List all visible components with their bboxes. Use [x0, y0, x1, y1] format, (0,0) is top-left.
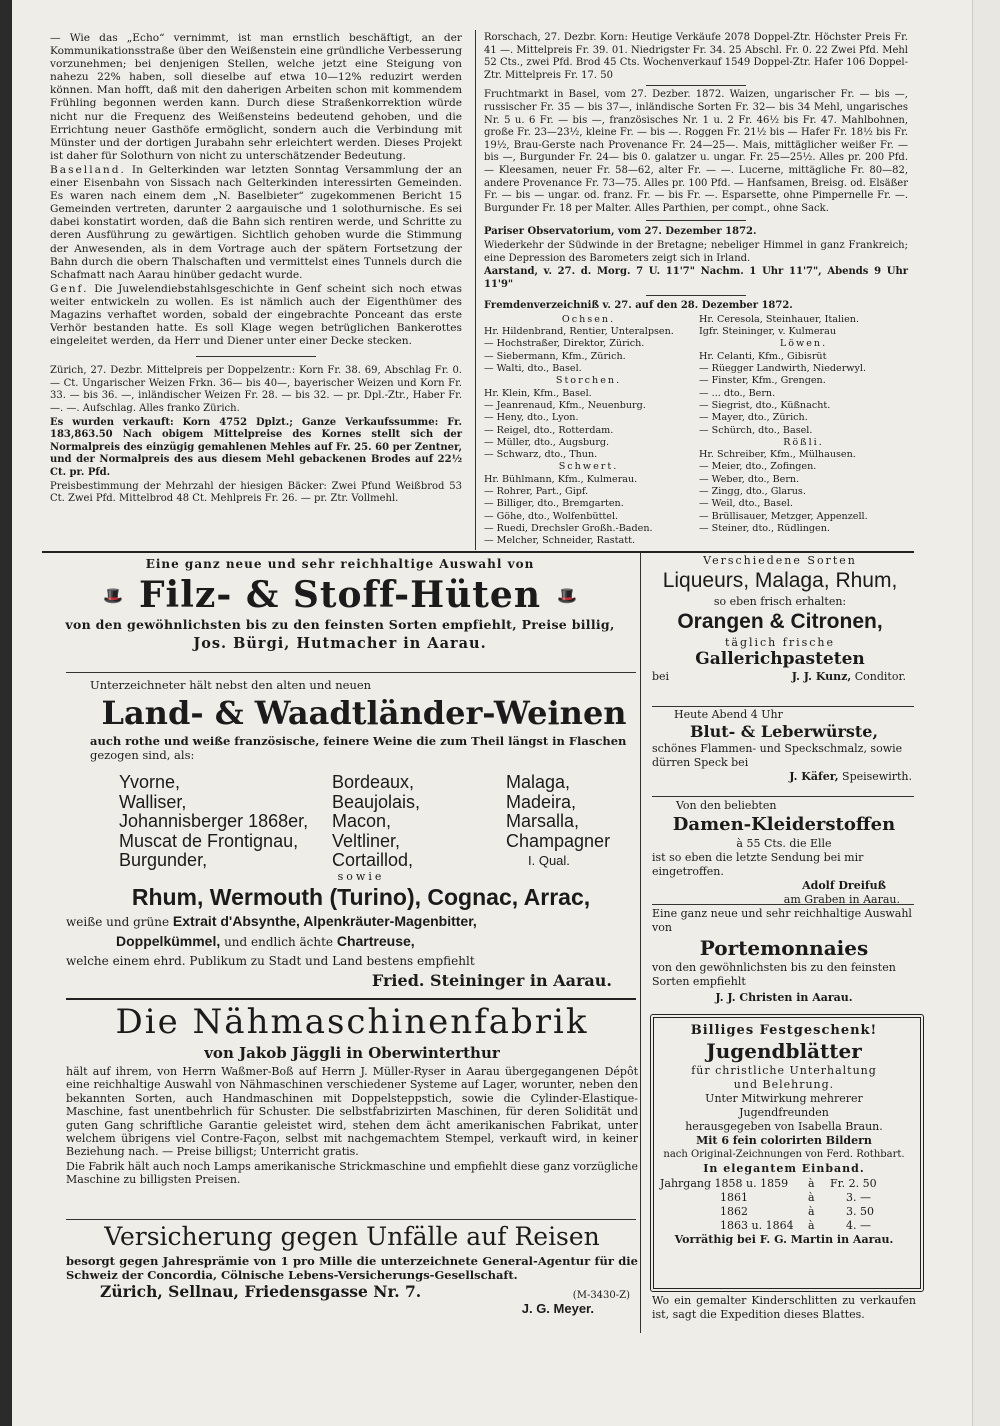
ad-wines-line5b: und endlich ächte [224, 935, 334, 949]
ad-liqueurs-sig-wrap [792, 670, 906, 683]
price-year: 1862 [720, 1205, 748, 1218]
ad-liqueurs-signature: J. J. Kunz, [791, 670, 852, 683]
guest-entry: — Hochstraßer, Direktor, Zürich. [484, 338, 645, 350]
guest-entry: — Siegrist, dto., Küßnacht. [699, 399, 831, 411]
article-genf-text: Die Juwelendiebstahlsgeschichte in Genf scheint sich noch etwas weiter entwickeln zu wollen. Es ist nämlich auch der Eigenthümer des Magazins verhaftet worden, sobald der eingebrachte Ponceant das erste Verhör bestanden hatte. Es soll Klage wegen betrüglichen Bankerottes eingeleitet werden, da Herr und Diener unter einer Decke stecken. [50, 282, 462, 348]
guest-entry: — ... dto., Bern. [699, 387, 776, 399]
ad-fabrics-line1: Von den beliebten [676, 799, 777, 812]
ad-fabrics-title: Damen-Kleiderstoffen [672, 814, 896, 835]
ad-sewing-text: hält auf ihrem, von Herrn Waßmer-Boß auf Herrn J. Müller-Ryser in Aarau übergegangenen Dépôt eine reichhaltige Auswahl von Nähmaschinen verschiedener Systeme auf Lager, worunter, neben den bekannten Sorten, auch Handmaschinen mit Doppelsteppstich, sowie die Cylinder-Elastique-Maschine, fast unentbehrlich für Schuster. Die selbstfabrizirten Maschinen, für deren Solidität und guten Gang schriftliche Garantie geleistet wird, stehen dem ächt amerikanischen Fabrikat, unter welchem übrigens viel Contre-Façon, selbst mit nachgemachtem Stempel, verkauft wird, in keiner Beziehung nach. — Preise billigst; Unterricht gratis. [66, 1065, 638, 1159]
ad-hats-title: Filz- & Stoff-Hüten [138, 574, 542, 616]
ad-youth-line2: für christliche Unterhaltung [691, 1064, 877, 1077]
ad-liqueurs-fruits: Orangen & Citronen, [677, 610, 883, 633]
wine-name: Veltliner, [332, 830, 401, 851]
ad-wines-signature: Fried. Steininger in Aarau. [371, 971, 612, 990]
guest-entry: — Schwarz, dto., Thun. [484, 449, 598, 461]
wine-name: Madeira, [506, 791, 577, 812]
ad-rule [66, 1219, 636, 1220]
guest-entry: — Reigel, dto., Rotterdam. [484, 424, 614, 436]
ad-liqueurs [644, 554, 916, 683]
article-baselland-text: In Gelterkinden war letzten Sonntag Versammlung der an einer Eisenbahn von Sissach nach Gelterkinden interessirten Gemeinden. Es waren nach einem dem „N. Baselbieter“ zugekommenen Bericht 15 Gemeinden vertreten, darunter 2 aargauische und 1 solothurnische. Es sei dabei konstatirt worden, daß die Bahn sich rentiren werde, und Schritte zu deren Ausführung zu gewärtigen. Sichtlich gehoben wurde die Stimmung der Anwesenden, als in dem Vortrage auch der spätern Fortsetzung der Bahn durch die obern Thalschaften und vermittelst eines Tunnels durch die Schafmatt nach Aarau hinüber gedacht wurde. [50, 163, 462, 281]
guest-entry: — Siebermann, Kfm., Zürich. [484, 350, 626, 362]
market-zuerich: Zürich, 27. Dezbr. Mittelpreis per Doppelzentr.: Korn Fr. 38. 69, Abschlag Fr. 0. — Ct. Ungarischer Weizen Frkn. 36— bis 40—, bayerischer Weizen und Korn Fr. 33. — bis 36. —, inländischer Weizen Fr. 28. — bis 32. — pr. Dpl.-Ztr., Haber Fr. —. —. Aufschlag. Alles franko Zürich. [50, 365, 462, 415]
ad-insurance [66, 1222, 638, 1316]
hotel-name: Ochsen. [561, 313, 616, 325]
wine-quality: I. Qual. [528, 853, 570, 868]
ad-youth-line7: nach Original-Zeichnungen von Ferd. Rothbart. [663, 1149, 905, 1160]
ad-insurance-text: besorgt gegen Jahresprämie von 1 pro Mille die unterzeichnete General-Agentur für die Schweiz der Concordia, Cölnische Lebens-Versicherungs-Gesellschaft. [66, 1254, 638, 1282]
ad-youth-line4: Unter Mitwirkung mehrerer Jugendfreunden [705, 1092, 863, 1119]
ad-sausages-time: Heute Abend 4 Uhr [674, 708, 783, 721]
ad-hats-title-row [48, 573, 632, 617]
price-row [660, 1191, 908, 1205]
ad-purses-line1: Eine ganz neue und sehr reichhaltige Auswahl von [652, 907, 912, 934]
article-weissenstein: — Wie das „Echo“ vernimmt, ist man ernstlich beschäftigt, an der Kommunikationsstraße über den Weißenstein eine gründliche Verbesserung vorzunehmen; bei denjenigen Stellen, welche jetzt eine Steigung von nahezu 22% haben, soll dieselbe auf etwa 10—12% reduzirt werden können. Man hofft, daß mit den daherigen Arbeiten schon mit kommendem Frühling begonnen werden kann. Durch diese Straßenkorrektion würde nicht nur die Frequenz des Weißensteins bedeutend gehoben, und die Errichtung neuer Gasthöfe ermöglicht, sondern auch die Verbindung mit Münster und der dortigen Jurabahn sehr erleichtert werden. Dieses Projekt ist daher für Solothurn von nicht zu unterschätzender Bedeutung. [50, 32, 462, 162]
guest-entry: — Zingg, dto., Glarus. [699, 486, 806, 498]
guest-section [699, 314, 908, 339]
ad-youth-magazine [660, 1024, 908, 1247]
ad-sausages-sig-wrap [652, 770, 916, 784]
wine-name: Marsalla, [506, 811, 580, 831]
ad-hats-signature: Jos. Bürgi, Hutmacher in Aarau. [193, 635, 487, 652]
separator-rule [646, 220, 746, 221]
news-column-right [484, 32, 908, 548]
guest-entry: — Meier, dto., Zofingen. [699, 461, 817, 473]
wine-name: Champagner [506, 830, 611, 851]
guest-entry: — Finster, Kfm., Grengen. [699, 375, 826, 387]
ad-fabrics [652, 799, 916, 907]
wine-name: Cortaillod, [332, 850, 414, 870]
ad-insurance-code: (M-3430-Z) [572, 1290, 630, 1301]
ad-rule [66, 672, 636, 673]
ad-sewing-text2: Die Fabrik hält auch noch Lamps amerikanische Strickmaschine und empfiehlt diese ganz vorzügliche Maschine zu billigsten Preisen. [66, 1159, 638, 1187]
ad-youth-line6: Mit 6 fein colorirten Bildern [696, 1134, 872, 1147]
guest-entry: — Rüegger Landwirth, Niederwyl. [699, 363, 867, 375]
ad-liqueurs-line1: so eben frisch erhalten: [713, 595, 847, 608]
observatory-title: Pariser Observatorium, vom 27. Dezember 1872. [484, 226, 757, 238]
price-a: à [808, 1177, 815, 1190]
price-year: Jahrgang 1858 u. 1859 [660, 1177, 789, 1190]
ad-wines-line6: welche einem ehrd. Publikum zu Stadt und Land bestens empfiehlt [66, 954, 475, 968]
wine-list-col2 [332, 773, 420, 871]
guest-entry: — Jeanrenaud, Kfm., Neuenburg. [484, 399, 646, 411]
ad-youth-headline: Billiges Festgeschenk! [690, 1023, 878, 1038]
ad-wines-title: Land- & Waadtländer-Weinen [101, 694, 627, 732]
wine-name: Bordeaux, [332, 772, 415, 792]
water-level: Aarstand, v. 27. d. Morg. 7 U. 11'7" Nachm. 1 Uhr 11'7", Abends 9 Uhr 11'9" [484, 266, 908, 290]
wine-list-col1 [119, 773, 308, 871]
ad-purses-signature: J. J. Christen in Aarau. [715, 991, 853, 1004]
ad-youth-line3: und Belehrung. [733, 1078, 835, 1091]
guest-section [484, 314, 693, 375]
wine-name: Yvorne, [119, 772, 181, 792]
guest-list-left [484, 314, 693, 548]
wine-name: Macon, [332, 811, 392, 831]
guest-entry: — Walti, dto., Basel. [484, 363, 582, 375]
ad-purses [652, 907, 916, 1005]
market-rorschach: Rorschach, 27. Dezbr. Korn: Heutige Verkäufe 2078 Doppel-Ztr. Höchster Preis Fr. 41 —. Mittelpreis Fr. 39. 01. Niedrigster Fr. 34. 25 Abschl. Fr. 0. 22 Zwei Pfd. Mehl 52 Cts., zwei Pfd. Brod 45 Cts. Wochenverkauf 1549 Doppel-Ztr. Hafer 106 Doppel-Ztr. Mittelpreis Fr. 17. 50 [484, 32, 908, 81]
ad-liqueurs-trade: Conditor. [854, 670, 906, 683]
guest-section [484, 375, 693, 461]
ad-youth-price-table [660, 1177, 908, 1233]
wine-name: Johannisberger 1868er, [119, 811, 309, 831]
ad-rule [652, 904, 914, 905]
guest-section [484, 461, 693, 547]
ad-sewing-maker: von Jakob Jäggli in Oberwinterthur [204, 1044, 500, 1062]
hat-ornament-icon: 🎩 [557, 585, 577, 605]
guest-entry: — Göhe, dto., Wolfenbüttel. [484, 510, 619, 522]
market-basel: Fruchtmarkt in Basel, vom 27. Dezber. 1872. Waizen, ungarischer Fr. — bis —, russischer Fr. 35 — bis 37—, inländische Sorten Fr. 32— bis 34 Mehl, ungarisches Nr. 5 u. 6 Fr. — bis —, französisches Nr. 1 u. 2 Fr. 46½ bis Fr. 47. Mahlbohnen, große Fr. 23—23½, kleine Fr. — bis —. Roggen Fr. 21½ bis — Hafer Fr. 18½ bis Fr. 19½, Brau-Gerste nach Provenance Fr. 24—25—. Mais, mittäglicher weißer Fr. — bis —, Burgunder Fr. 24— bis 0. galatzer u. ungar. Fr. 25—25½. Alles pr. 200 Pfd. — Kleesamen, neuer Fr. 58—62, alter Fr. — —. Lucerne, mittägliche Fr. 80—82, andere Provenance Fr. 73—75. Alles pr. 100 Pfd. — Hanfsamen, Breisg. od. Elsäßer Fr. — bis — ungar. od. franz. Fr. — bis Fr. —. Esparsette, ohne Pimpernelle Fr. —. Burgunder Fr. 18 per Malter. Alles Parthien, per compt., ohne Sack. [484, 89, 908, 214]
guest-entry: — Melcher, Schneider, Rastatt. [484, 535, 635, 547]
ad-wines-intro: Unterzeichneter hält nebst den alten und neuen [90, 678, 372, 692]
guest-entry: Hr. Hildenbrand, Rentier, Unteralpsen. [484, 326, 674, 338]
ad-wines-line4a: weiße und grüne [66, 915, 170, 929]
guest-list [484, 314, 908, 548]
ad-liqueurs-footer [644, 670, 916, 683]
ad-sled-text: Wo ein gemalter Kinderschlitten zu verkaufen ist, sagt die Expedition dieses Blattes. [652, 1294, 916, 1321]
observatory-text: Wiederkehr der Südwinde in der Bretagne; nebeliger Himmel in ganz Frankreich; eine Depression des Barometers zeigt sich in Irland. [484, 239, 908, 264]
ad-wines [90, 678, 638, 762]
ad-wines-line5a: Doppelkümmel, [116, 933, 221, 949]
ad-wines-sowie: sowie [337, 870, 385, 883]
guest-entry: Hr. Bühlmann, Kfm., Kulmerau. [484, 473, 638, 485]
separator-rule [196, 356, 316, 357]
guest-entry: — Mayer, dto., Zürich. [699, 412, 808, 424]
news-column-left [50, 32, 462, 507]
ad-hats-intro: Eine ganz neue und sehr reichhaltige Auswahl von [145, 557, 535, 571]
hotel-name: Storchen. [555, 375, 622, 387]
ad-sewing-title: Die Nähmaschinenfabrik [115, 1002, 589, 1042]
wine-name: Burgunder, [119, 850, 208, 870]
ad-rule [66, 998, 636, 1000]
ad-youth-line5: herausgegeben von Isabella Braun. [685, 1120, 883, 1133]
guest-entry: Hr. Klein, Kfm., Basel. [484, 387, 592, 399]
ad-insurance-address: Zürich, Sellnau, Friedensgasse Nr. 7. [100, 1282, 422, 1301]
price-value: Fr. 2. 50 [830, 1177, 877, 1190]
ad-purses-title: Portemonnaies [699, 936, 869, 960]
article-baselland-head: Baselland. [50, 163, 126, 176]
guest-entry: Hr. Schreiber, Kfm., Mülhausen. [699, 449, 856, 461]
page-binding-edge [0, 0, 12, 1426]
ad-youth-vendor: Vorräthig bei F. G. Martin in Aarau. [674, 1233, 894, 1246]
ad-sausages-signature: J. Käfer, [789, 770, 839, 783]
hotel-name: Schwert. [558, 461, 619, 473]
column-divider [640, 553, 641, 1333]
ad-rule [652, 796, 914, 797]
ad-insurance-footer [66, 1282, 638, 1301]
ad-liqueurs-pastry: Gallerichpasteten [695, 649, 865, 669]
ad-wines-text: auch rothe und weiße französische, feinere Weine die zum Theil längst in Flaschen [90, 734, 627, 748]
guest-section [699, 437, 908, 535]
ad-wines-line5c: Chartreuse, [336, 933, 415, 949]
ad-insurance-signature: J. G. Meyer. [521, 1301, 594, 1316]
price-row [660, 1205, 908, 1219]
ad-fabrics-address: am Graben in Aarau. [783, 893, 900, 906]
market-zuerich-sales: Es wurden verkauft: Korn 4752 Dplzt.; Ganze Verkaufssumme: Fr. 183,863.50 Nach obigem Mittelpreise des Kornes stellt sich der Normalpreis des einzügig gemahlenen Mehles auf Fr. 25. 60 per Zentner, und der Normalpreis des aus diesem Mehl gebackenen Brodes auf 22½ Ct. pr. Pfd. [50, 416, 462, 478]
ad-wines-footer [66, 912, 646, 990]
guest-entry: — Weil, dto., Basel. [699, 498, 793, 510]
wine-name: Beaujolais, [332, 791, 421, 812]
ad-wines-line4 [66, 912, 646, 932]
guest-entry: — Ruedi, Drechsler Großh.-Baden. [484, 522, 653, 534]
section-rule [42, 551, 914, 553]
guest-entry: — Heny, dto., Lyon. [484, 412, 579, 424]
guest-entry: Hr. Celanti, Kfm., Gibisrüt [699, 350, 827, 362]
price-row [660, 1219, 908, 1233]
price-a: à [808, 1191, 815, 1204]
guest-entry: — Weber, dto., Bern. [699, 473, 800, 485]
ad-fabrics-signature: Adolf Dreifuß [802, 879, 886, 892]
guest-entry: — Müller, dto., Augsburg. [484, 436, 610, 448]
guest-entry: — Billiger, dto., Bremgarten. [484, 498, 624, 510]
guest-entry: — Schürch, dto., Basel. [699, 424, 813, 436]
ad-fabrics-price: à 55 Cts. die Elle [736, 837, 832, 850]
ad-insurance-title: Versicherung gegen Unfälle auf Reisen [104, 1222, 600, 1251]
ad-sewing-machines [66, 1001, 638, 1187]
price-a: à [808, 1205, 815, 1218]
guest-entry: — Brüllisauer, Metzger, Appenzell. [699, 510, 868, 522]
ad-liqueurs-line2: täglich frische [724, 636, 836, 649]
article-baselland [50, 164, 462, 282]
guest-entry: Igfr. Steininger, v. Kulmerau [699, 326, 837, 338]
ad-sausages-trade: Speisewirth. [842, 770, 912, 783]
ad-wines-line5 [66, 932, 646, 952]
price-a: à [808, 1219, 815, 1232]
hotel-name: Löwen. [779, 338, 828, 350]
article-genf-head: Genf. [50, 282, 89, 295]
ad-sausages-text: schönes Flammen- und Speckschmalz, sowie dürren Speck bei [652, 742, 903, 769]
guest-entry: — Steiner, dto., Rüdlingen. [699, 522, 830, 534]
ad-sausages [652, 708, 916, 784]
ad-liqueurs-head: Verschiedene Sorten [703, 554, 857, 567]
ad-sausages-title: Blut- & Leberwürste, [689, 722, 879, 741]
ad-liqueurs-title: Liqueurs, Malaga, Rhum, [662, 569, 898, 592]
guest-entry: — Rohrer, Part., Gipf. [484, 486, 589, 498]
ad-wines-bottom [76, 870, 646, 911]
wine-name: Muscat de Frontignau, [119, 830, 299, 851]
price-value: 3. — [846, 1191, 871, 1204]
wine-name: Walliser, [119, 791, 187, 812]
column-divider [475, 30, 476, 550]
ad-youth-line8: In elegantem Einband. [703, 1162, 865, 1175]
ad-fabrics-line3: ist so eben die letzte Sendung bei mir eingetroffen. [652, 851, 864, 878]
wine-list-col3 [506, 773, 610, 871]
price-value: 4. — [846, 1219, 871, 1232]
ad-hats-text: von den gewöhnlichsten bis zu den feinsten Sorten empfiehlt, Preise billig, [65, 617, 615, 632]
wine-name: Malaga, [506, 772, 571, 792]
ad-wines-spirits: Rhum, Wermouth (Turino), Cognac, Arrac, [131, 884, 591, 910]
article-genf [50, 283, 462, 348]
separator-rule [646, 295, 746, 296]
ad-wines-line3: gezogen sind, als: [90, 748, 195, 762]
price-value: 3. 50 [846, 1205, 874, 1218]
newspaper-page [12, 0, 973, 1426]
guest-list-title: Fremdenverzeichniß v. 27. auf den 28. Dezember 1872. [484, 300, 793, 312]
price-year: 1861 [720, 1191, 748, 1204]
price-year: 1863 u. 1864 [720, 1219, 794, 1232]
guest-list-right [699, 314, 908, 548]
guest-entry: Hr. Ceresola, Steinhauer, Italien. [699, 313, 860, 325]
ad-hats [48, 557, 632, 652]
market-zuerich-bread: Preisbestimmung der Mehrzahl der hiesigen Bäcker: Zwei Pfund Weißbrod 53 Ct. Zwei Pfd. Mittelbrod 48 Ct. Mehlpreis Fr. 26. — pr. Ztr. Vollmehl. [50, 480, 462, 505]
price-row [660, 1177, 908, 1191]
ad-sled [652, 1294, 916, 1322]
hotel-name: Rößli. [783, 436, 824, 448]
hat-ornament-icon: 🎩 [103, 585, 123, 605]
ad-rule [652, 706, 914, 707]
ad-liqueurs-bei: bei [652, 670, 670, 683]
ad-wines-line2 [90, 734, 638, 748]
guest-section [699, 338, 908, 436]
ad-youth-title: Jugendblätter [706, 1039, 862, 1063]
ad-wines-line4b: Extrait d'Absynthe, Alpenkräuter-Magenbitter, [172, 913, 477, 929]
ad-purses-line2: von den gewöhnlichsten bis zu den feinsten Sorten empfiehlt [652, 961, 896, 988]
separator-rule [646, 85, 746, 86]
